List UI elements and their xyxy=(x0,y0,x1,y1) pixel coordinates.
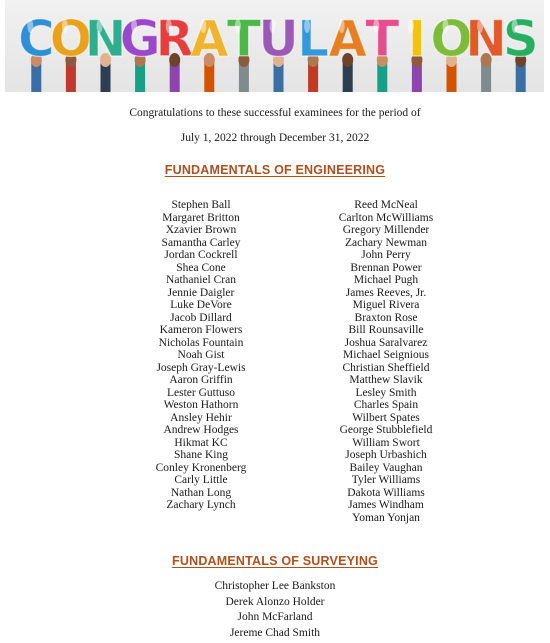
name-item: Nathan Long xyxy=(170,486,232,499)
balloon-shine xyxy=(200,19,206,33)
name-item: Carly Little xyxy=(174,474,228,486)
balloon-letter: R xyxy=(155,10,194,68)
name-item: Reed McNeal xyxy=(354,199,418,211)
balloon-shine xyxy=(408,19,414,33)
intro-line-2: July 1, 2022 through December 31, 2022 xyxy=(180,132,370,144)
balloon-shine xyxy=(339,19,345,33)
name-item: Andrew Hodges xyxy=(163,424,239,436)
name-item: Lester Guttuso xyxy=(166,386,236,399)
balloon-letter: L xyxy=(297,10,330,68)
balloon-letter: C xyxy=(17,10,55,68)
name-item: Michael Seignious xyxy=(343,349,429,361)
name-item: William Swort xyxy=(352,436,420,449)
name-item: James Windham xyxy=(348,499,424,511)
fs-names-list xyxy=(175,579,375,641)
balloon-letter: N xyxy=(84,10,127,68)
balloon-shine xyxy=(373,19,379,33)
name-item: Tyler Williams xyxy=(351,474,421,486)
name-item: Dakota Williams xyxy=(347,486,425,499)
name-item: Luke DeVore xyxy=(170,299,232,311)
name-item: Michael Pugh xyxy=(353,274,419,286)
name-item: Samantha Carley xyxy=(161,236,241,249)
name-item: Stephen Ball xyxy=(171,199,231,211)
balloon-shine xyxy=(62,19,68,33)
fe-names-left-column xyxy=(111,199,291,512)
name-item: Bill Rounsaville xyxy=(348,324,424,336)
name-item: Matthew Slavik xyxy=(349,374,423,386)
name-item: Noah Gist xyxy=(177,349,225,361)
balloon-shine xyxy=(304,19,310,33)
name-item: Jereme Chad Smith xyxy=(229,626,321,639)
balloon-letter: G xyxy=(119,10,161,68)
name-item: Carlton McWilliams xyxy=(338,211,434,224)
name-item: John McFarland xyxy=(237,611,313,624)
name-item: Joshua Saralvarez xyxy=(344,336,428,349)
balloon-letter: T xyxy=(365,10,400,68)
name-item: Wilbert Spates xyxy=(352,411,420,424)
name-item: Joseph Urbashich xyxy=(345,449,427,461)
name-item: Shane King xyxy=(174,449,228,461)
name-item: Gregory Millender xyxy=(342,224,430,236)
intro-line-1: Congratulations to these successful examinees for the period of xyxy=(129,107,421,119)
name-item: Shea Cone xyxy=(176,261,226,274)
name-item: James Reeves, Jr. xyxy=(345,286,427,299)
balloon-shine xyxy=(443,19,449,33)
name-item: Christopher Lee Bankston xyxy=(214,580,336,592)
name-item: Braxton Rose xyxy=(354,311,418,324)
balloon-shine xyxy=(235,19,241,33)
balloon-letter: S xyxy=(502,10,539,68)
balloon-shine xyxy=(27,19,33,33)
name-item: Hikmat KC xyxy=(174,436,228,449)
name-item: Aaron Griffin xyxy=(169,374,233,386)
name-item: Kameron Flowers xyxy=(159,324,243,336)
name-item: Yoman Yonjan xyxy=(352,511,420,524)
fe-heading: FUNDAMENTALS OF ENGINEERING xyxy=(164,163,386,177)
name-item: Miguel Rivera xyxy=(352,299,420,311)
name-item: Zachary Lynch xyxy=(166,499,236,511)
name-item: Lesley Smith xyxy=(355,386,417,399)
name-item: Christian Sheffield xyxy=(342,361,430,374)
name-item: John Perry xyxy=(361,249,411,261)
balloon-shine xyxy=(166,19,172,33)
name-item: Brennan Power xyxy=(350,261,422,274)
name-item: Conley Kronenberg xyxy=(155,461,247,474)
name-item: Joseph Gray-Lewis xyxy=(156,361,246,374)
name-item: Nathaniel Cran xyxy=(166,274,236,286)
balloon-shine xyxy=(477,19,483,33)
name-item: Nicholas Fountain xyxy=(158,336,244,349)
name-item: Jacob Dillard xyxy=(170,311,232,324)
balloon-letter: T xyxy=(226,10,261,68)
name-item: Margaret Britton xyxy=(162,211,240,224)
balloon-letter: O xyxy=(430,10,473,68)
fs-heading: FUNDAMENTALS OF SURVEYING xyxy=(172,554,378,568)
name-item: Charles Spain xyxy=(353,399,419,411)
name-item: Derek Alonzo Holder xyxy=(225,595,325,608)
name-item: Jennie Daigler xyxy=(167,286,235,299)
fe-names-right-column xyxy=(296,199,476,524)
balloon-letter: A xyxy=(328,10,368,68)
balloon-letter: O xyxy=(49,10,93,68)
balloon-letter: I xyxy=(407,10,427,68)
balloon-letter: A xyxy=(189,10,229,68)
congratulations-balloon-letters xyxy=(5,0,544,92)
name-item: Ansley Hehir xyxy=(170,411,232,424)
name-item: Xzavier Brown xyxy=(165,224,237,236)
name-item: Jordan Cockrell xyxy=(164,249,238,261)
balloon-letter: N xyxy=(465,10,508,68)
balloon-letter: U xyxy=(258,10,299,68)
balloon-shine xyxy=(270,19,276,33)
name-item: George Stubblefield xyxy=(339,424,433,436)
congratulations-banner xyxy=(5,0,544,92)
balloon-shine xyxy=(512,19,518,33)
balloon-shine xyxy=(131,19,137,33)
name-item: Bailey Vaughan xyxy=(349,461,423,474)
name-item: Zachary Newman xyxy=(344,236,428,249)
balloon-shine xyxy=(97,19,103,33)
name-item: Weston Hathorn xyxy=(163,399,239,411)
